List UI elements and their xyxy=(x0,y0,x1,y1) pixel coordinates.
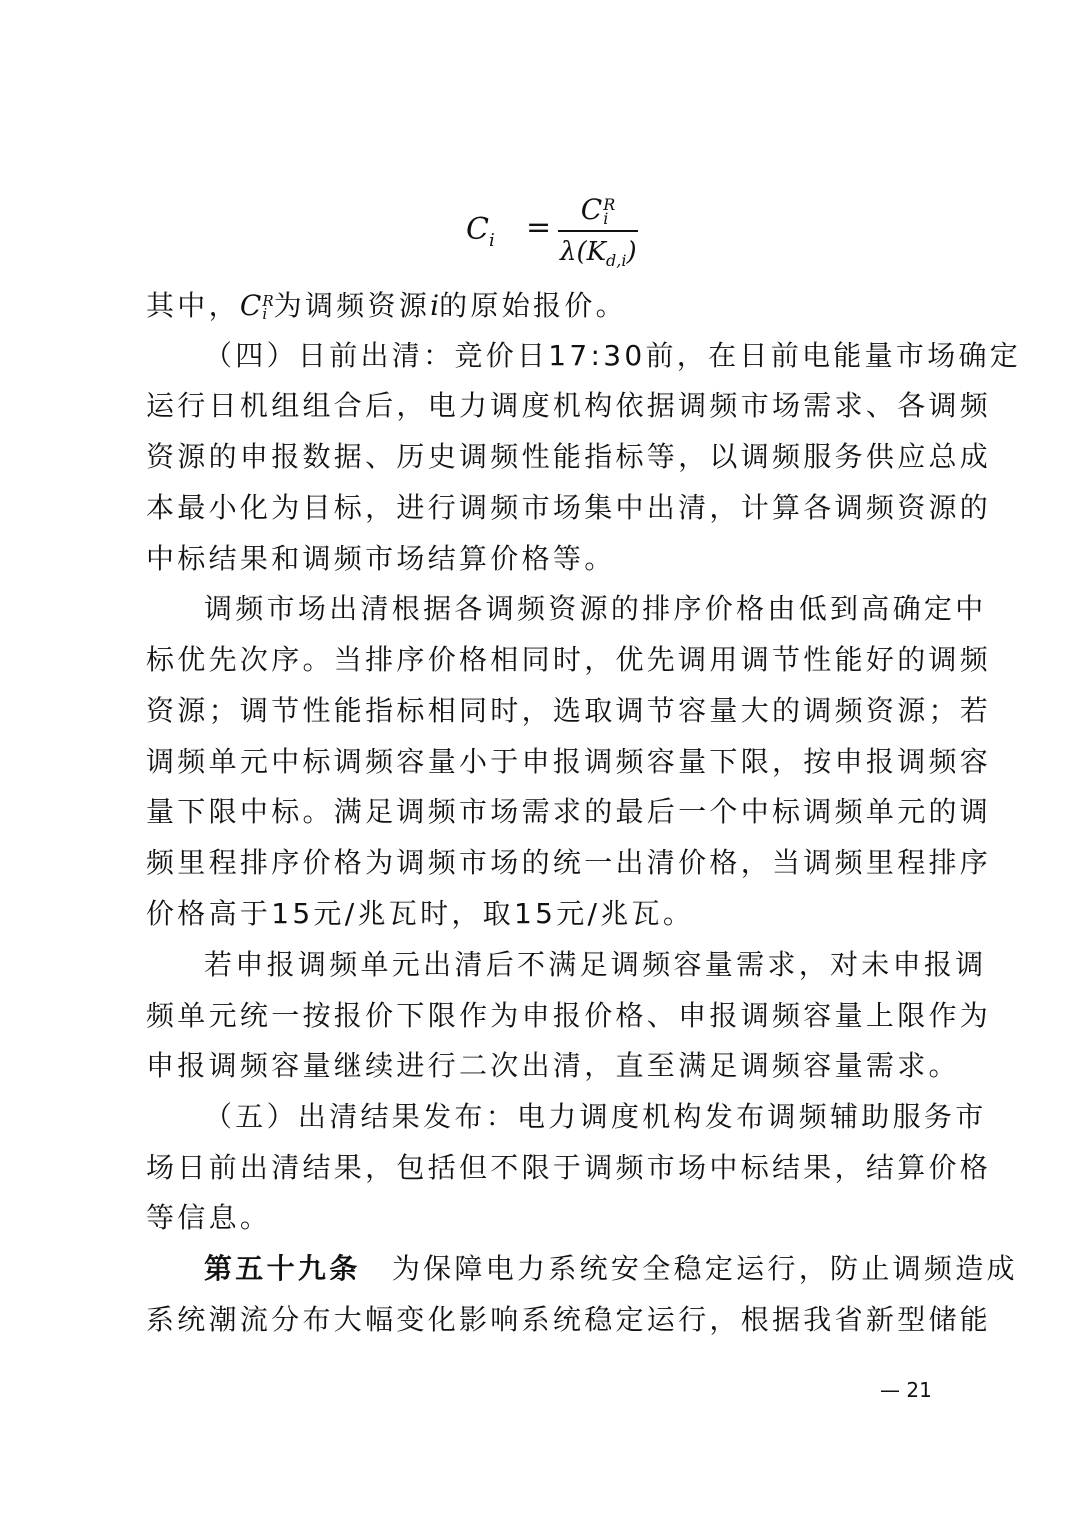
formula-fraction xyxy=(560,190,636,281)
paragraph-line: 申报调频容量继续进行二次出清，直至满足调频容量需求。 xyxy=(146,1049,960,1082)
formula-equals: = xyxy=(526,210,552,245)
where-line: 其中，CR i 为调频资源i的原始报价。 xyxy=(146,289,627,323)
paragraph-line: 调频市场出清根据各调频资源的排序价格由低到高确定中 xyxy=(204,592,987,625)
paragraph-line: 场日前出清结果，包括但不限于调频市场中标结果，结算价格 xyxy=(146,1151,992,1184)
paragraph-line: 系统潮流分布大幅变化影响系统稳定运行，根据我省新型储能 xyxy=(146,1303,992,1336)
paragraph-line: 频单元统一按报价下限作为申报价格、申报调频容量上限作为 xyxy=(146,999,992,1032)
paragraph-line: 频里程排序价格为调频市场的统一出清价格，当调频里程排序 xyxy=(146,846,992,879)
paragraph-line: 调频单元中标调频容量小于申报调频容量下限，按申报调频容 xyxy=(146,745,992,778)
formula-block xyxy=(466,190,636,280)
paragraph-line: 标优先次序。当排序价格相同时，优先调用调节性能好的调频 xyxy=(146,643,992,676)
paragraph-line: 资源的申报数据、历史调频性能指标等，以调频服务供应总成 xyxy=(146,440,992,473)
paragraph-line: （五）出清结果发布：电力调度机构发布调频辅助服务市 xyxy=(204,1100,987,1133)
paragraph-line: 资源；调节性能指标相同时，选取调节容量大的调频资源；若 xyxy=(146,694,992,727)
paragraph-line: 等信息。 xyxy=(146,1201,272,1234)
page-number: — 21 xyxy=(880,1378,932,1402)
formula-numerator: CR i xyxy=(580,193,616,228)
paragraph-line: （四）日前出清：竞价日17:30前，在日前电能量市场确定 xyxy=(204,339,1022,372)
paragraph-line: 若申报调频单元出清后不满足调频容量需求，对未申报调 xyxy=(204,948,987,981)
paragraph-line: 量下限中标。满足调频市场需求的最后一个中标调频单元的调 xyxy=(146,795,992,828)
paragraph-line: 本最小化为目标，进行调频市场集中出清，计算各调频资源的 xyxy=(146,491,992,524)
article-heading: 第五十九条 xyxy=(204,1252,361,1285)
paragraph-line: 运行日机组组合后，电力调度机构依据调频市场需求、各调频 xyxy=(146,389,992,422)
article-line: 第五十九条 为保障电力系统安全稳定运行，防止调频造成 xyxy=(204,1252,1018,1285)
formula-lhs: $C_i$ xyxy=(466,212,495,251)
paragraph-line: 中标结果和调频市场结算价格等。 xyxy=(146,542,616,575)
paragraph-line: 价格高于15元/兆瓦时，取15元/兆瓦。 xyxy=(146,897,695,930)
formula-denominator: $\lambda(K_{d,i})$ xyxy=(560,237,637,271)
